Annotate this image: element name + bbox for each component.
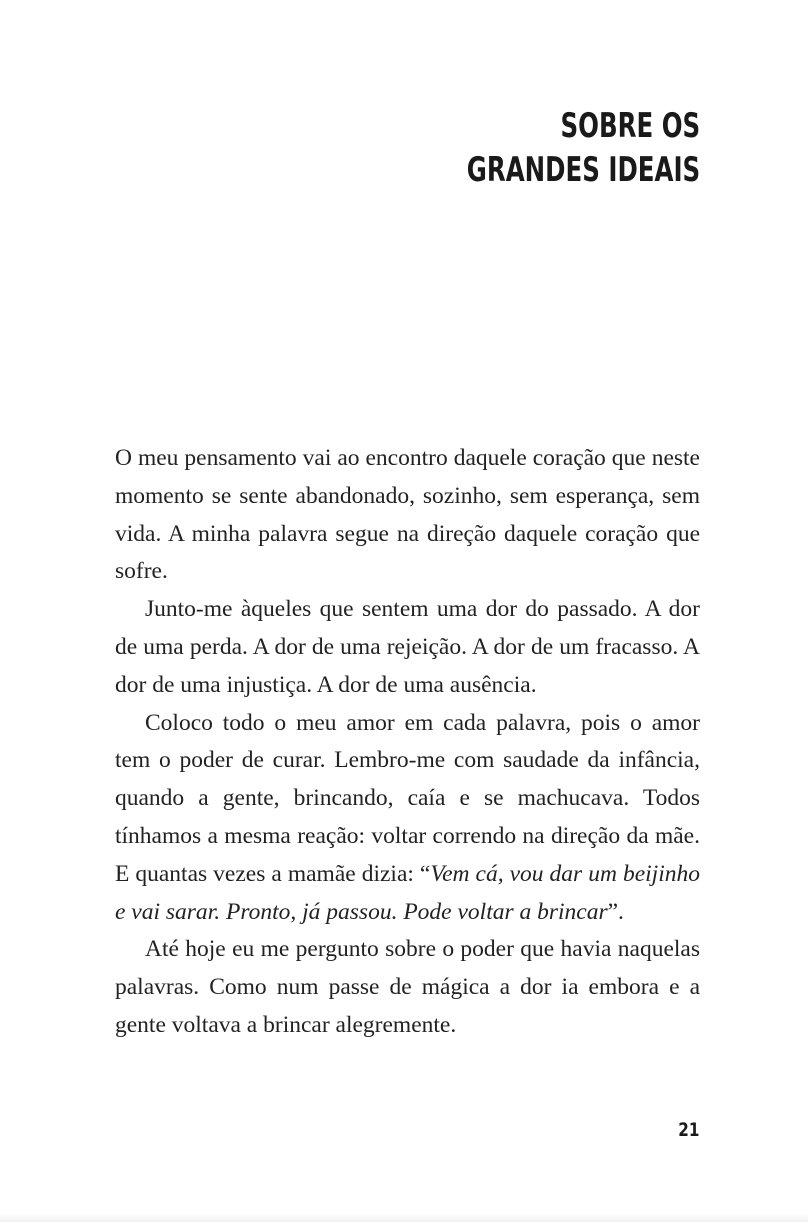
chapter-title <box>467 104 700 192</box>
paragraph-4: Até hoje eu me pergunto sobre o poder que havia naquelas palavras. Como num passe de mágica a dor ia embora e a gente voltava a brincar alegremente. <box>115 936 700 1038</box>
paragraph-3-closing: ”. <box>607 898 624 925</box>
paragraph-3-quote: Vem cá, vou dar um beijinho e vai sarar. Pronto, já passou. Pode voltar a brincar <box>115 860 700 925</box>
paragraph-3 <box>115 705 700 932</box>
chapter-title-line-2: GRANDES IDEAIS <box>466 150 700 190</box>
page-number: 21 <box>677 1119 699 1141</box>
paragraph-2: Junto-me àqueles que sentem uma dor do passado. A dor de uma perda. A dor de uma rejeição. A dor de um fracasso. A dor de uma injustiça. A dor de uma ausência. <box>115 596 700 698</box>
paragraph-1: O meu pensamento vai ao encontro daquele coração que neste momento se sente abandonado, sozinho, sem esperança, sem vida. A minha palavra segue na direção daquele coração que sofre. <box>115 445 700 585</box>
paragraph-3-text: Coloco todo o meu amor em cada palavra, pois o amor tem o poder de curar. Lembro-me com saudade da infância, quando a gente, brincando, caía e se machucava. Todos tínhamos a mesma reação: voltar correndo na direção da mãe. E quantas vezes a mamãe dizia: “ <box>115 709 700 887</box>
chapter-body <box>115 440 700 1045</box>
page-bottom-edge <box>0 1214 808 1222</box>
chapter-title-line-1: SOBRE OS <box>560 106 700 146</box>
